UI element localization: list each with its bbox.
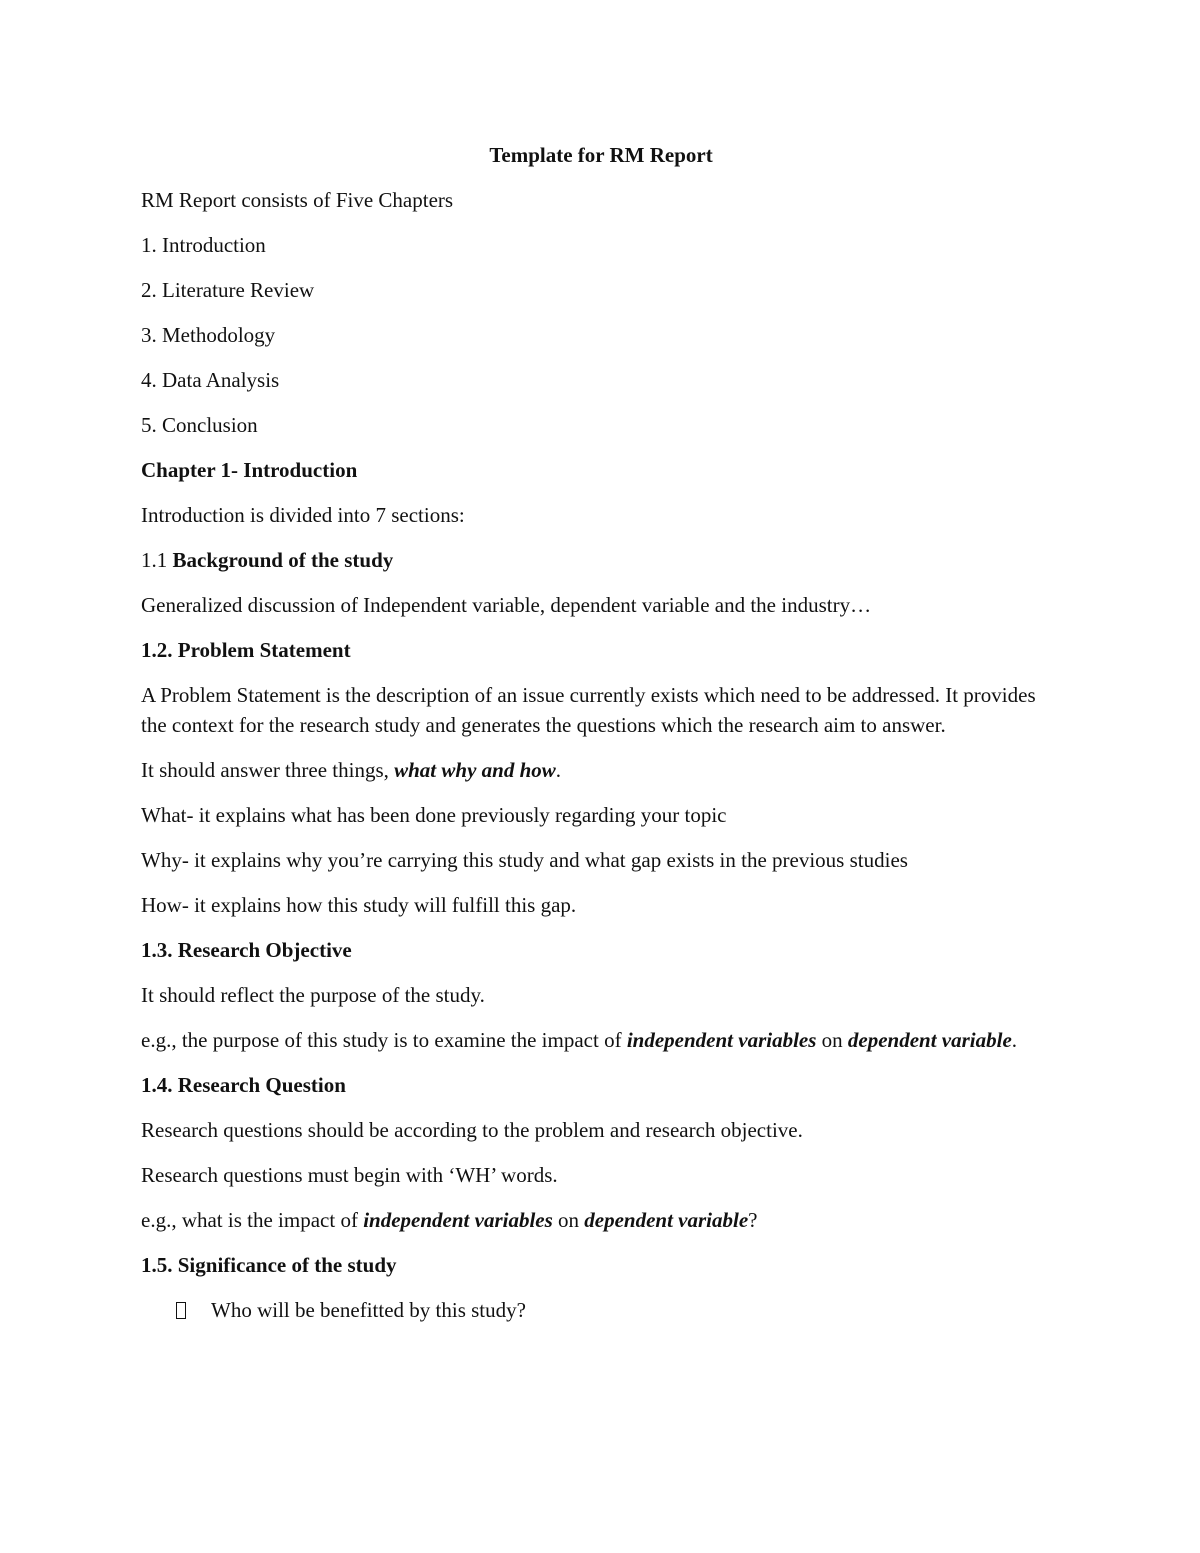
problem-heading: 1.2. Problem Statement xyxy=(141,638,351,662)
chapter-list-item: 2. Literature Review xyxy=(141,278,315,302)
problem-why: Why- it explains why you’re carrying this study and what gap exists in the previous studies xyxy=(141,848,908,872)
question-example-suffix: ? xyxy=(748,1208,758,1232)
background-text: Generalized discussion of Independent variable, dependent variable and the industry… xyxy=(141,593,872,617)
problem-answer-suffix: . xyxy=(555,758,562,782)
chapter-list-item: 4. Data Analysis xyxy=(141,368,280,392)
document-title: Template for RM Report xyxy=(489,143,713,167)
intro-line: RM Report consists of Five Chapters xyxy=(141,188,454,212)
question-example xyxy=(141,1205,1061,1235)
objective-text: It should reflect the purpose of the study. xyxy=(141,983,485,1007)
background-heading xyxy=(141,545,1061,575)
significance-bullet-text: Who will be benefitted by this study? xyxy=(211,1298,526,1322)
problem-how: How- it explains how this study will fulfill this gap. xyxy=(141,893,577,917)
question-example-dv: dependent variable xyxy=(584,1208,749,1232)
chapter1-heading: Chapter 1- Introduction xyxy=(141,458,358,482)
chapter-list-item: 5. Conclusion xyxy=(141,413,258,437)
objective-example-iv: independent variables xyxy=(626,1028,817,1052)
problem-what: What- it explains what has been done previously regarding your topic xyxy=(141,803,727,827)
problem-text: A Problem Statement is the description of an issue currently exists which need to be addressed. It provides the context for the research study and generates the questions which the research aim to answer. xyxy=(141,683,1036,737)
significance-heading: 1.5. Significance of the study xyxy=(141,1253,397,1277)
question-example-mid: on xyxy=(552,1208,585,1232)
background-title: Background of the study xyxy=(172,548,394,572)
document-content xyxy=(141,140,1061,1340)
objective-example-dv: dependent variable xyxy=(847,1028,1012,1052)
objective-example xyxy=(141,1025,1061,1055)
background-number: 1.1 xyxy=(141,548,173,572)
question-example-prefix: e.g., what is the impact of xyxy=(141,1208,364,1232)
question-text1: Research questions should be according to the problem and research objective. xyxy=(141,1118,803,1142)
problem-answer xyxy=(141,755,1061,785)
sections-intro: Introduction is divided into 7 sections: xyxy=(141,503,465,527)
question-text2: Research questions must begin with ‘WH’ words. xyxy=(141,1163,558,1187)
question-heading: 1.4. Research Question xyxy=(141,1073,346,1097)
problem-answer-prefix: It should answer three things, xyxy=(141,758,395,782)
significance-bullet-item xyxy=(141,1295,1061,1325)
objective-example-prefix: e.g., the purpose of this study is to examine the impact of xyxy=(141,1028,627,1052)
objective-heading: 1.3. Research Objective xyxy=(141,938,352,962)
problem-answer-emphasis: what why and how xyxy=(394,758,556,782)
chapter-list-item: 3. Methodology xyxy=(141,323,276,347)
objective-example-suffix: . xyxy=(1011,1028,1018,1052)
objective-example-mid: on xyxy=(816,1028,848,1052)
missing-glyph-bullet-icon xyxy=(176,1302,186,1319)
chapter-list-item: 1. Introduction xyxy=(141,233,266,257)
question-example-iv: independent variables xyxy=(363,1208,553,1232)
